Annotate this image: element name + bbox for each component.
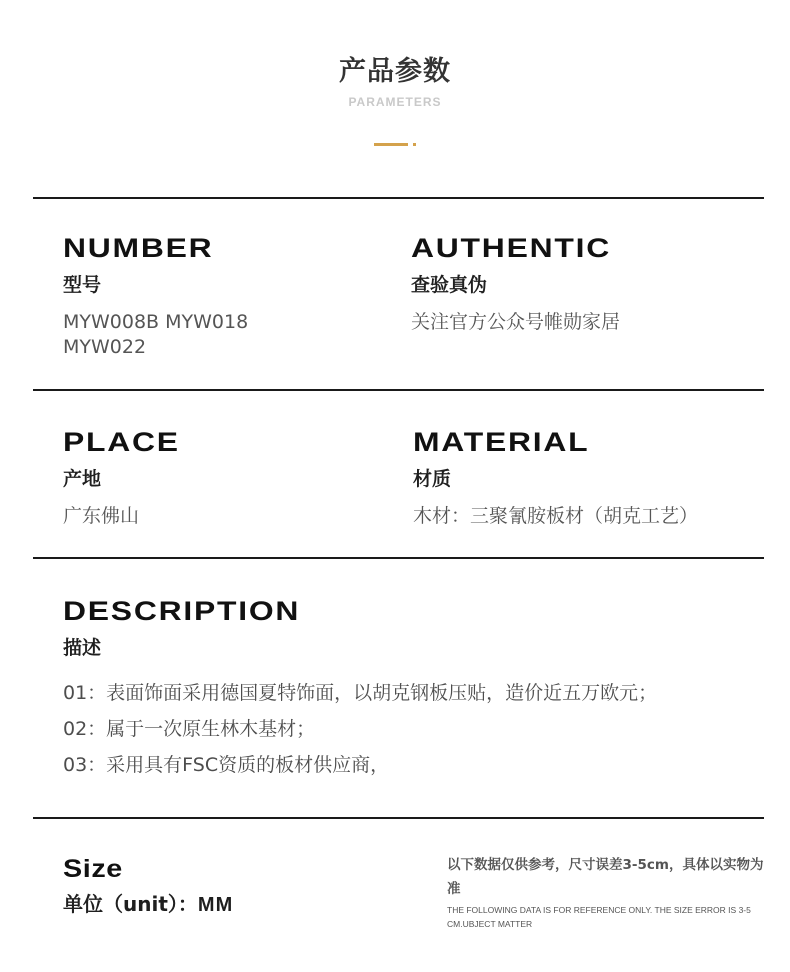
size-unit-value: MM bbox=[197, 894, 234, 916]
page-title: 产品参数 bbox=[339, 56, 451, 87]
accent-dot bbox=[413, 143, 416, 146]
description-label-zh: 描述 bbox=[63, 637, 102, 659]
description-label-en: DESCRIPTION bbox=[63, 596, 301, 626]
divider bbox=[33, 389, 764, 391]
size-unit bbox=[63, 890, 403, 919]
description-line: 03：采用具有FSC资质的板材供应商， bbox=[63, 754, 390, 776]
param-authentic-label-en: AUTHENTIC bbox=[411, 233, 612, 263]
param-material-label-en: MATERIAL bbox=[413, 427, 590, 457]
divider bbox=[33, 817, 764, 819]
size-label-en: Size bbox=[63, 855, 123, 883]
size-note-en: THE FOLLOWING DATA IS FOR REFERENCE ONLY. THE SIZE ERROR IS 3-5 CM.UBJECT MATTER bbox=[447, 905, 751, 929]
size-block bbox=[63, 855, 403, 919]
param-number-value bbox=[63, 310, 383, 360]
size-unit-label: 单位（unit）： bbox=[63, 892, 198, 916]
param-number-label-en: NUMBER bbox=[63, 233, 214, 263]
size-note-zh: 以下数据仅供参考，尺寸误差3-5cm，具体以实物为准 bbox=[447, 857, 764, 897]
param-number-label-zh: 型号 bbox=[63, 274, 102, 296]
divider bbox=[33, 557, 764, 559]
param-material-label-zh: 材质 bbox=[413, 468, 452, 490]
description-line: 02：属于一次原生林木基材； bbox=[63, 718, 316, 740]
description-block bbox=[63, 596, 753, 783]
divider bbox=[33, 197, 764, 199]
param-place-value: 广东佛山 bbox=[63, 505, 140, 527]
param-material bbox=[413, 427, 758, 529]
accent-bar bbox=[374, 143, 408, 146]
param-place-label-zh: 产地 bbox=[63, 468, 102, 490]
size-note bbox=[447, 853, 765, 931]
param-number-value-line: MYW008B MYW018 bbox=[63, 311, 249, 333]
description-list bbox=[63, 675, 753, 783]
param-number bbox=[63, 233, 383, 360]
section-header bbox=[0, 54, 790, 110]
param-authentic bbox=[411, 233, 751, 335]
param-number-value-line: MYW022 bbox=[63, 336, 147, 358]
param-authentic-value: 关注官方公众号帷勋家居 bbox=[411, 311, 621, 333]
param-place bbox=[63, 427, 383, 529]
page-subtitle: PARAMETERS bbox=[348, 95, 442, 109]
param-place-label-en: PLACE bbox=[63, 427, 180, 457]
param-material-value: 木材：三聚氰胺板材（胡克工艺） bbox=[413, 505, 699, 527]
description-line: 01：表面饰面采用德国夏特饰面，以胡克钢板压贴，造价近五万欧元； bbox=[63, 682, 658, 704]
param-authentic-label-zh: 查验真伪 bbox=[411, 274, 488, 296]
